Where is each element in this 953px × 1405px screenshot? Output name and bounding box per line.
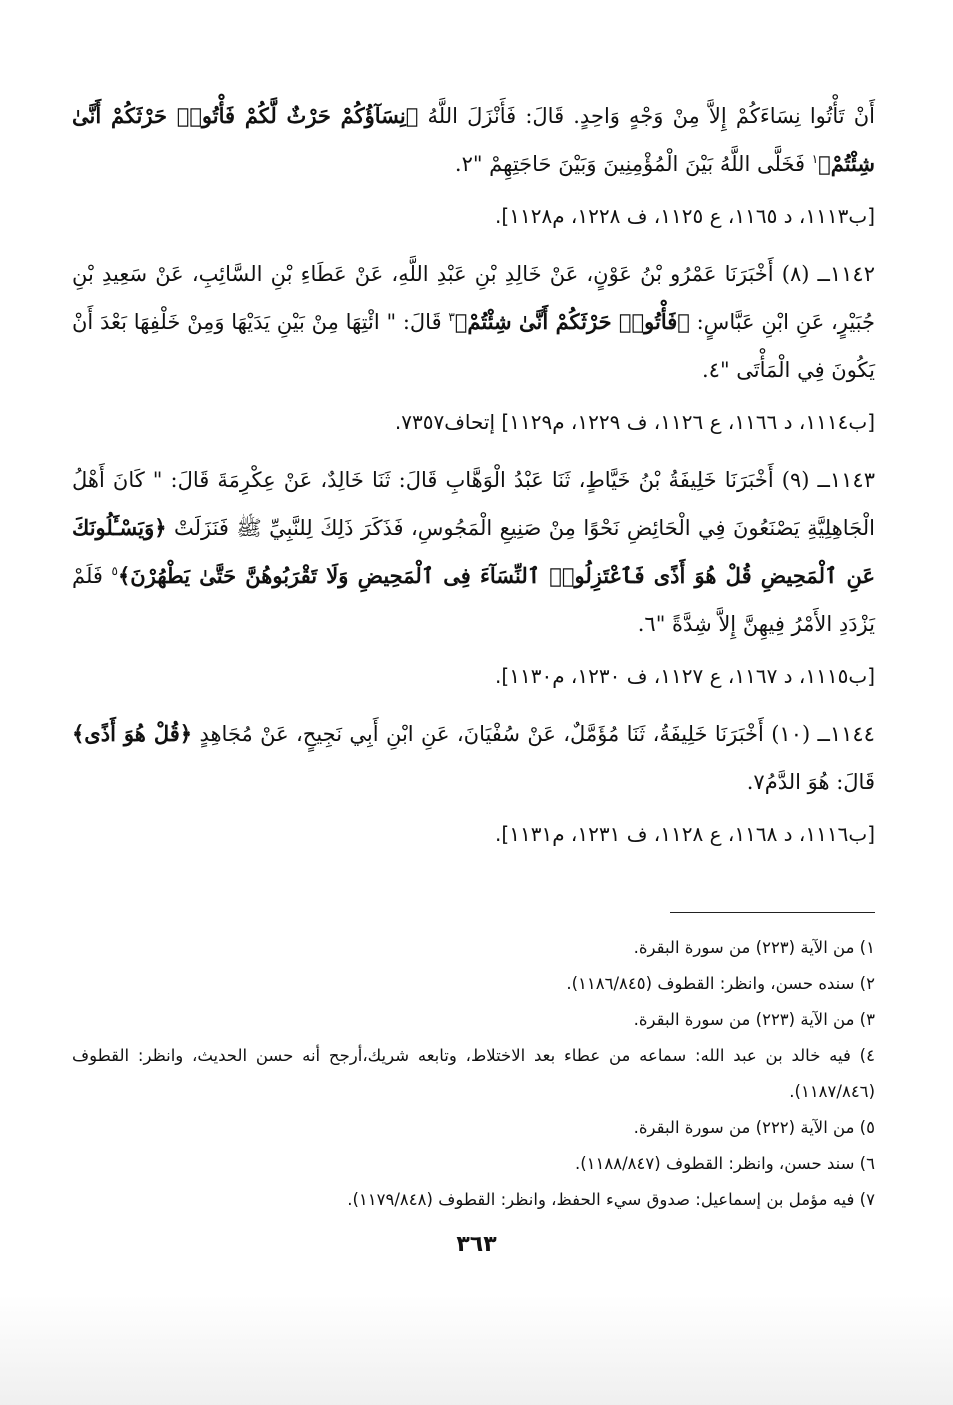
footnote: ١) من الآية (٢٢٣) من سورة البقرة. [633,938,875,957]
footnote: ٣) من الآية (٢٢٣) من سورة البقرة. [633,1010,875,1029]
footnote-marker: ٥ [111,564,118,578]
paragraph-text: أَنْ تَأْتُوا نِسَاءَكُمْ إِلاَّ مِنْ وَجْهٍ وَاحِدٍ. قَالَ: فَأَنْزَلَ اللَّهُ [418,104,876,128]
hadith-paragraph [72,250,875,394]
reference-line: [ب١١١٥، د ١١٦٧، ع ١١٢٧، ف ١٢٣٠، م١١٣٠]. [495,664,875,688]
footnote-divider [670,912,875,913]
paragraph-text: فَخَلَّى اللَّهُ بَيْنَ الْمُؤْمِنِينَ وَبَيْنَ حَاجَتِهِمْ "٢. [454,152,812,176]
footnote-marker: ٣ [448,310,455,324]
page-edge-shading [0,1295,953,1405]
footnote: ٢) سنده حسن، وانظر: القطوف (١١٨٦/٨٤٥). [566,974,875,993]
footnotes [72,930,875,1218]
paragraph-text: ١١٤٢ــ (٨) أَخْبَرَنَا عَمْرُو بْنُ عَوْنٍ، عَنْ خَالِدِ بْنِ عَبْدِ اللَّهِ، عَنْ عَطَاءِ بْنِ السَّائِبِ، عَنْ سَعِيدِ بْنِ جُبَيْرٍ، عَنِ ابْنِ عَبَّاسٍ: [72,262,875,334]
hadith-paragraph [72,456,875,648]
footnote: ٦) سند حسن، وانظر: القطوف (١١٨٨/٨٤٧). [574,1154,875,1173]
footnote-marker: ١ [811,152,819,166]
footnote: ٥) من الآية (٢٢٢) من سورة البقرة. [633,1118,875,1137]
reference-line: [ب١١١٤، د ١١٦٦، ع ١١٢٦، ف ١٢٢٩، م١١٢٩] إتحاف٧٣٥٧. [394,410,875,434]
footnote: ٧) فيه مؤمل بن إسماعيل: صدوق سيء الحفظ، وانظر: القطوف (١١٧٩/٨٤٨). [347,1190,875,1209]
paragraph-text: فَلَمْ يَزْدَدِ الأَمْرُ فِيهِنَّ إِلاَّ شِدَّةً "٦. [72,564,875,636]
quran-verse: ﴿وَيَسْـَٔلُونَكَ عَنِ ٱلْمَحِيضِ قُلْ هُوَ أَذًى فَٱعْتَزِلُوا۟ ٱلنِّسَآءَ فِى ٱلْمَحِيضِ وَلَا تَقْرَبُوهُنَّ حَتَّىٰ يَطْهُرْنَ﴾ [72,515,875,588]
reference-line: [ب١١١٣، د ١١٦٥، ع ١١٢٥، ف ١٢٢٨، م١١٢٨]. [495,204,875,228]
page-number: ٣٦٣ [456,1232,497,1257]
paragraph-text: قَالَ: " ائْتِهَا مِنْ بَيْنِ يَدَيْهَا وَمِنْ خَلْفِهَا بَعْدَ أَنْ يَكُونَ فِي الْمَأْتَى "٤. [72,310,875,382]
reference-line: [ب١١١٦، د ١١٦٨، ع ١١٢٨، ف ١٢٣١، م١١٣١]. [495,822,875,846]
quran-verse: ﴿قُلْ هُوَ أَذًى﴾ [72,721,193,746]
footnote: ٤) فيه خالد بن عبد الله: سماعه من عطاء بعد الاختلاط، وتابعه شريك،أرجح أنه حسن الحديث، وانظر: القطوف (١١٨٧/٨٤٦). [72,1046,875,1101]
quran-verse: ﴿نِسَآؤُكُمْ حَرْثٌ لَّكُمْ فَأْتُوا۟ حَرْثَكُمْ أَنَّىٰ شِئْتُمْ﴾ [72,103,875,176]
paragraph-text: قَالَ: هُوَ الدَّمُ٧. [746,770,875,794]
hadith-paragraph [72,710,875,806]
paragraph-text: ١١٤٤ــ (١٠) أَخْبَرَنَا خَلِيفَةُ، ثَنَا مُؤَمَّلٌ، عَنْ سُفْيَانَ، عَنِ ابْنِ أَبِي نَجِيحٍ، عَنْ مُجَاهِدٍ [192,722,875,746]
main-text [72,92,875,868]
hadith-paragraph [72,92,875,188]
paragraph-text: ١١٤٣ــ (٩) أَخْبَرَنَا خَلِيفَةُ بْنُ خَيَّاطٍ، ثَنَا عَبْدُ الْوَهَّابِ قَالَ: ثَنَا خَالِدٌ، عَنْ عِكْرِمَةَ قَالَ: " كَانَ أَهْلُ الْجَاهِلِيَّةِ يَصْنَعُونَ فِي الْحَائِضِ نَحْوًا مِنْ صَنِيعِ الْمَجُوسِ، فَذَكَرَ ذَلِكَ لِلنَّبِيِّ ﷺ فَنَزَلَتْ [72,468,875,540]
quran-verse: ﴿فَأْتُوا۟ حَرْثَكُمْ أَنَّىٰ شِئْتُمْ﴾ [454,309,690,334]
